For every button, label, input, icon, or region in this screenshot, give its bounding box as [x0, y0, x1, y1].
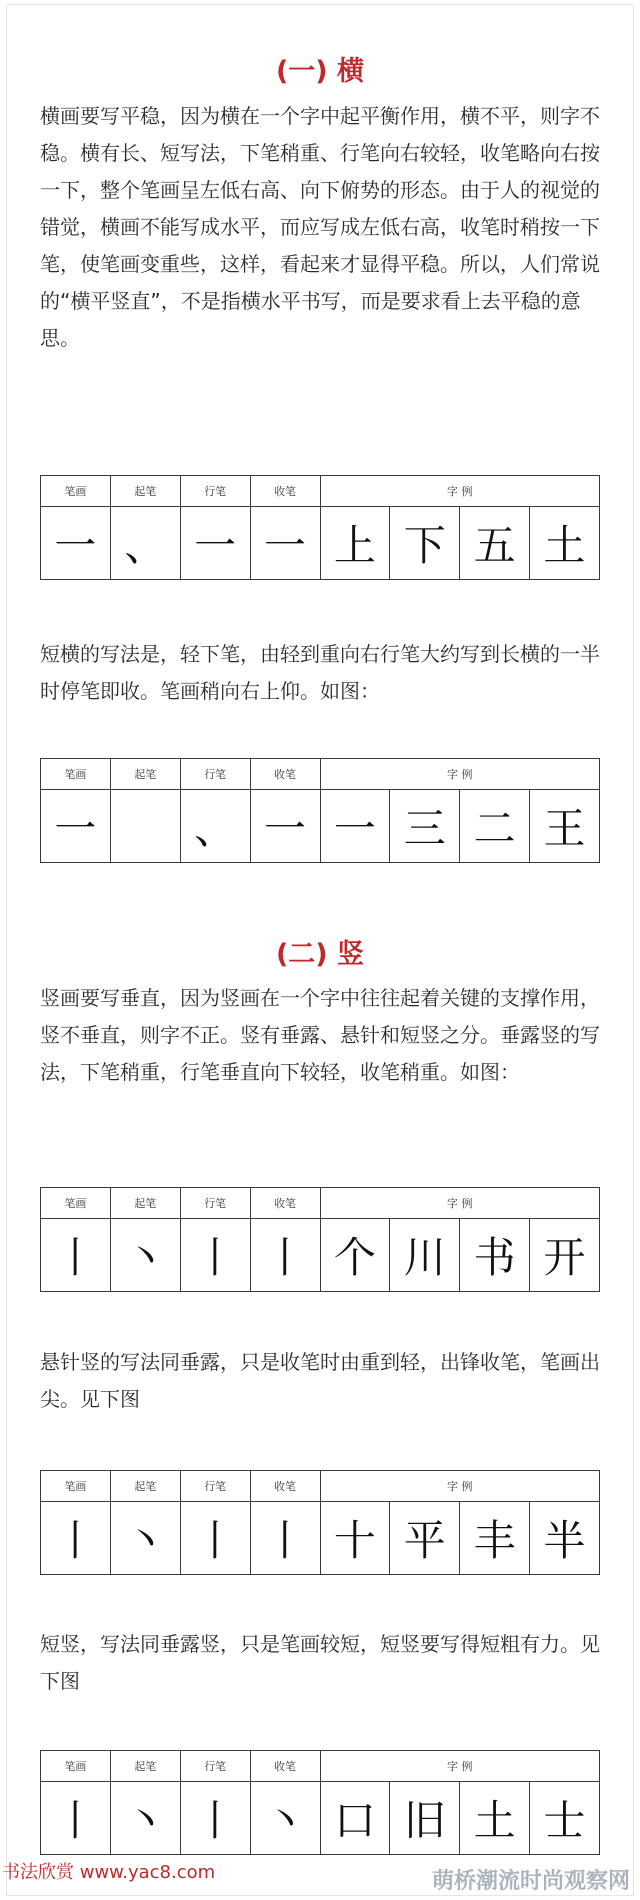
example-char: 二	[460, 790, 530, 863]
header-end: 收笔	[250, 759, 320, 790]
header-middle: 行笔	[180, 1188, 250, 1219]
header-end: 收笔	[250, 1188, 320, 1219]
header-stroke: 笔画	[41, 1188, 111, 1219]
header-start: 起笔	[110, 759, 180, 790]
stroke-cell: 丨	[41, 1502, 111, 1575]
shu-intro-paragraph: 竖画要写垂直，因为竖画在一个字中往往起着关键的支撑作用，竖不垂直，则字不正。竖有垂露、悬针和短竖之分。垂露竖的写法，下笔稍重，行笔垂直向下较轻，收笔稍重。如图：	[40, 986, 600, 1084]
example-char: 半	[530, 1502, 600, 1575]
start-cell	[110, 790, 180, 863]
start-cell: 、	[110, 507, 180, 580]
end-cell: 丶	[250, 1782, 320, 1855]
example-char: 开	[530, 1219, 600, 1292]
watermark-left: 书法欣赏 www.yac8.com	[2, 1862, 216, 1883]
example-char: 五	[460, 507, 530, 580]
middle-cell: 丨	[180, 1502, 250, 1575]
example-char: 平	[390, 1502, 460, 1575]
stroke-cell: 丨	[41, 1219, 111, 1292]
header-end: 收笔	[250, 1751, 320, 1782]
stroke-table-short-heng	[40, 758, 600, 863]
section-heading-heng: (一) 横	[275, 56, 365, 87]
example-char: 书	[460, 1219, 530, 1292]
header-middle: 行笔	[180, 1471, 250, 1502]
example-char: 丰	[460, 1502, 530, 1575]
header-middle: 行笔	[180, 1751, 250, 1782]
end-cell: 一	[250, 790, 320, 863]
example-char: 下	[390, 507, 460, 580]
header-middle: 行笔	[180, 759, 250, 790]
xuanzhen-paragraph: 悬针竖的写法同垂露，只是收笔时由重到轻，出锋收笔，笔画出尖。见下图	[40, 1350, 600, 1411]
header-stroke: 笔画	[41, 1471, 111, 1502]
header-examples: 字 例	[320, 1471, 600, 1502]
end-cell: 丨	[250, 1502, 320, 1575]
example-char: 十	[320, 1502, 390, 1575]
example-char: 个	[320, 1219, 390, 1292]
end-cell: 一	[250, 507, 320, 580]
example-char: 土	[530, 507, 600, 580]
header-stroke: 笔画	[41, 759, 111, 790]
middle-cell: 丨	[180, 1219, 250, 1292]
header-start: 起笔	[110, 476, 180, 507]
header-start: 起笔	[110, 1188, 180, 1219]
example-char: 川	[390, 1219, 460, 1292]
start-cell: 丶	[110, 1502, 180, 1575]
example-char: 土	[460, 1782, 530, 1855]
header-examples: 字 例	[320, 476, 600, 507]
end-cell: 丨	[250, 1219, 320, 1292]
header-examples: 字 例	[320, 1188, 600, 1219]
header-stroke: 笔画	[41, 476, 111, 507]
header-middle: 行笔	[180, 476, 250, 507]
example-char: 士	[530, 1782, 600, 1855]
middle-cell: 、	[180, 790, 250, 863]
header-start: 起笔	[110, 1471, 180, 1502]
header-stroke: 笔画	[41, 1751, 111, 1782]
stroke-table-short-shu	[40, 1750, 600, 1855]
example-char: 王	[530, 790, 600, 863]
example-char: 三	[390, 790, 460, 863]
stroke-cell: 一	[41, 507, 111, 580]
header-start: 起笔	[110, 1751, 180, 1782]
stroke-cell: 丨	[41, 1782, 111, 1855]
stroke-table-xuanzhen	[40, 1470, 600, 1575]
example-char: 一	[320, 790, 390, 863]
watermark-right: 萌桥潮流时尚观察网	[431, 1869, 630, 1894]
start-cell: 丶	[110, 1219, 180, 1292]
middle-cell: 一	[180, 507, 250, 580]
header-examples: 字 例	[320, 759, 600, 790]
stroke-table-chuilu	[40, 1187, 600, 1292]
heng-intro-paragraph: 横画要写平稳，因为横在一个字中起平衡作用，横不平，则字不稳。横有长、短写法，下笔稍重、行笔向右较轻，收笔略向右按一下，整个笔画呈左低右高、向下俯势的形态。由于人的视觉的错觉，横画不能写成水平，而应写成左低右高，收笔时稍按一下笔，使笔画变重些，这样，看起来才显得平稳。所以，人们常说的“横平竖直”，不是指横水平书写，而是要求看上去平稳的意思。	[40, 104, 600, 350]
short-heng-paragraph: 短横的写法是，轻下笔，由轻到重向右行笔大约写到长横的一半时停笔即收。笔画稍向右上仰。如图：	[40, 642, 600, 703]
stroke-table-heng	[40, 475, 600, 580]
short-shu-paragraph: 短竖，写法同垂露竖，只是笔画较短，短竖要写得短粗有力。见下图	[40, 1632, 600, 1693]
header-end: 收笔	[250, 1471, 320, 1502]
start-cell: 丶	[110, 1782, 180, 1855]
example-char: 口	[320, 1782, 390, 1855]
header-end: 收笔	[250, 476, 320, 507]
middle-cell: 丨	[180, 1782, 250, 1855]
header-examples: 字 例	[320, 1751, 600, 1782]
example-char: 旧	[390, 1782, 460, 1855]
section-heading-shu: (二) 竖	[275, 939, 365, 970]
example-char: 上	[320, 507, 390, 580]
stroke-cell: 一	[41, 790, 111, 863]
